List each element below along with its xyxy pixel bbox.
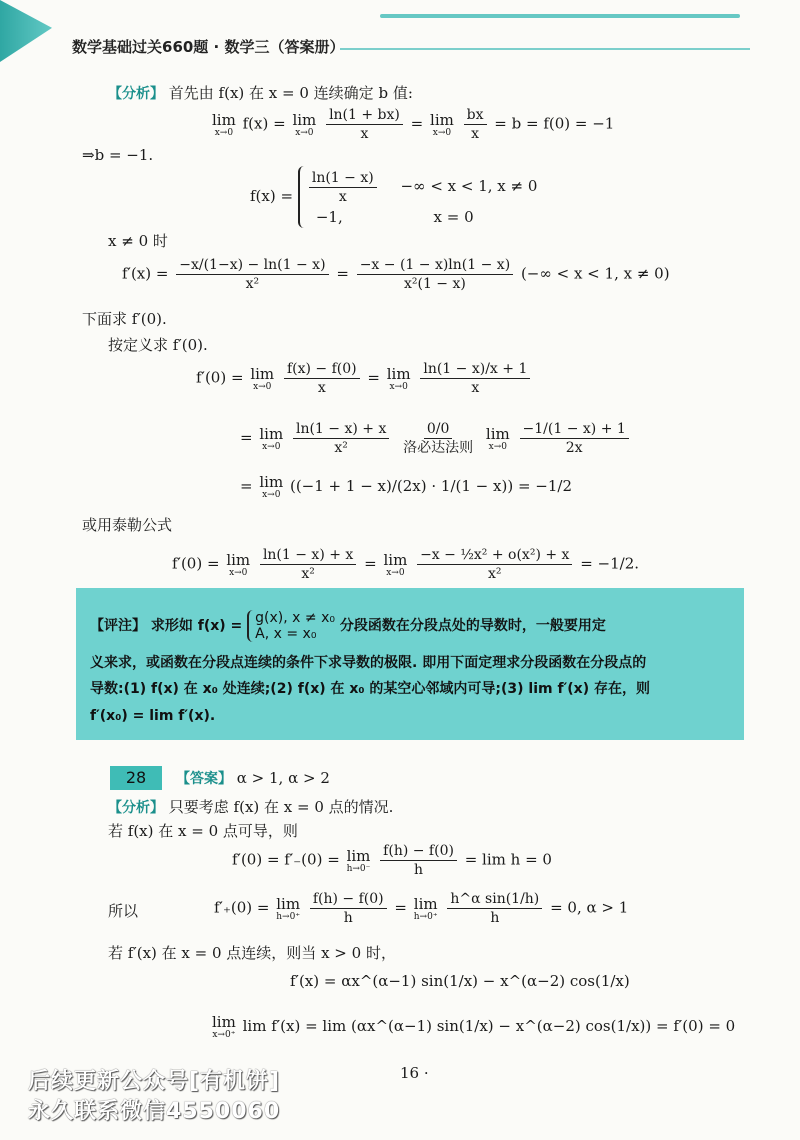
equation-text: f(x) = <box>242 114 286 133</box>
fraction: $\frac{\ln(1 - x) + x}{\text{x²}}$ <box>260 546 356 583</box>
answer-text: α > 1, α > 2 <box>236 769 330 787</box>
header-rule-top <box>380 14 740 18</box>
equation-text: (−1 + 1 − x)/(2x) · 1/(1 − x)) = −1/2 <box>295 477 572 495</box>
question-number-badge: 28 <box>110 766 162 790</box>
limit-operator: lim x→0 <box>383 550 408 578</box>
limit-operator: lim h→0⁺ <box>413 894 438 922</box>
equation-text: f′(0) = <box>196 368 244 387</box>
taylor-equation: f′(0) = lim x→0 $\frac{\ln(1 - x) + x}{\text{x²}}$ = lim x→0 $\frac{\text{−x − ½x² + o(x²) + x}}{\text{x²}}$ = −1/2. <box>172 547 640 582</box>
derivative-formula: f′(x) = αx^(α−1) sin(1/x) − x^(α−2) cos(1/x) <box>290 972 630 990</box>
limit-equation <box>210 1014 735 1040</box>
if-differentiable: 若 f(x) 在 x = 0 点可导，则 <box>108 822 298 840</box>
analysis-tag: 【分析】 <box>108 86 164 102</box>
equation-text: f′₊(0) = <box>214 898 270 917</box>
remark-tag: 【评注】 <box>90 618 146 634</box>
equation-text: f′(0) = f′₋(0) = <box>232 850 340 869</box>
limit-operator: lim x→0 <box>292 110 317 138</box>
by-definition: 按定义求 f′(0). <box>108 336 208 354</box>
fraction: $\frac{\text{−x − ½x² + o(x²) + x}}{\text{x²}}$ <box>417 546 572 583</box>
fraction: $\frac{\ln(1 - x)/x + 1}{x}$ <box>420 360 530 397</box>
below-text: 下面求 f′(0). <box>82 310 167 328</box>
limit-operator: lim x→0 <box>386 364 411 392</box>
piecewise-cases <box>247 610 335 642</box>
piecewise-fx <box>250 166 537 228</box>
equation-text: = lim h = 0 <box>464 850 552 869</box>
fraction: $\frac{bx}{x}$ <box>464 106 487 143</box>
limit-operator: lim x→0 <box>259 424 284 452</box>
case-line: A, x = x₀ <box>255 626 317 642</box>
fraction: $\frac{f(h) - f(0)}{h}$ <box>380 842 457 879</box>
fraction: $\frac{\ln(1 - x)}{x}$ <box>309 169 377 206</box>
piecewise-cases <box>298 166 538 228</box>
limit-operator: lim x→0 <box>430 110 454 138</box>
case-line: g(x), x ≠ x₀ <box>255 610 335 626</box>
page-title: 数学基础过关660题 · 数学三（答案册） <box>72 38 345 56</box>
analysis-line <box>108 82 413 103</box>
fraction: $\frac{-1/(1 - x) + 1}{2x}$ <box>520 420 629 457</box>
derivative-expression: f′(x) = $\frac{-x/(1-x) - \ln(1 - x)}{\text{x²}}$ = $\frac{-x - (1 - x)\ln(1 - x)}{\text{x²(1 − x)}}$ (−∞ < x < 1, x ≠ 0) <box>122 257 670 292</box>
limit-operator: lim x→0 <box>212 110 236 138</box>
fraction: $\frac{\ln(1 - x) + x}{\text{x²}}$ <box>293 420 389 457</box>
analysis-intro: 首先由 f(x) 在 x = 0 连续确定 b 值: <box>168 84 413 102</box>
limit-operator: lim h→0⁺ <box>276 894 301 922</box>
fraction: $\frac{\text{h\textasciicircum{}α sin(1/h)}}{h}$ <box>447 890 542 927</box>
equation-text: f′(x) = <box>122 264 169 283</box>
limit-operator: lim x→0 <box>259 473 284 500</box>
right-derivative-equation: f′₊(0) = lim h→0⁺ $\frac{f(h) - f(0)}{h}$ = lim h→0⁺ $\frac{\text{h\textasciicircum{}α sin(1/h)}}{h}$ = 0, α > 1 <box>214 891 629 926</box>
remark-line4: f′(x₀) = lim f′(x). <box>90 708 216 724</box>
equation-text: f(x) = <box>250 187 294 205</box>
remark-line2: 义来求，或函数在分段点连续的条件下求导数的极限. 即用下面定理求分段函数在分段点的 <box>90 655 647 671</box>
x-neq-0: x ≠ 0 时 <box>108 232 168 250</box>
equation-text: = b = f(0) = −1 <box>494 114 615 133</box>
definition-step3: = lim x→0 ((−1 + 1 − x)/(2x) · 1/(1 − x)) = −1/2 <box>240 473 572 500</box>
definition-step1: f′(0) = lim x→0 $\frac{f(x) - f(0)}{x}$ = lim x→0 $\frac{\ln(1 - x)/x + 1}{x}$ <box>196 360 533 397</box>
page-number: 16 · <box>400 1064 429 1082</box>
header-rule <box>340 48 750 50</box>
case-condition: x = 0 <box>433 208 474 226</box>
header-decoration <box>0 0 52 62</box>
case-condition: −∞ < x < 1, x ≠ 0 <box>400 177 538 195</box>
limit-operator: lim x→0 <box>485 424 510 452</box>
remark-text: 求形如 f(x) = <box>150 618 243 634</box>
fraction: $\frac{\ln(1 + bx)}{x}$ <box>326 106 403 143</box>
equation-text: f′(0) = <box>172 554 220 573</box>
lhopital-marker: $\frac{0/0}{\text{洛必达法则}}$ <box>403 421 474 456</box>
remark-text: 分段函数在分段点处的导数时，一般要用定 <box>339 618 606 634</box>
taylor-intro: 或用泰勒公式 <box>82 516 173 534</box>
limit-operator: lim x→0 <box>226 550 251 578</box>
equation-b: lim x→0 f(x) = lim x→0 $\frac{\ln(1 + bx)}{x}$ = lim x→0 $\frac{bx}{x}$ = b = f(0) = −1 <box>212 107 615 142</box>
equation-text: lim f′(x) = lim (αx^(α−1) sin(1/x) − x^(α−2) cos(1/x)) = f′(0) = 0 <box>242 1017 736 1035</box>
analysis-line <box>108 796 393 817</box>
fraction: $\frac{-x/(1-x) - \ln(1 - x)}{\text{x²}}$ <box>176 256 328 293</box>
equation-text: = 0, α > 1 <box>550 898 629 917</box>
definition-step2: = lim x→0 $\frac{\ln(1 - x) + x}{\text{x²}}$ $\frac{0/0}{\text{洛必达法则}}$ lim x→0 $\frac{-1/(1 - x) + 1}{2x}$ <box>240 420 632 457</box>
fraction: $\frac{-x - (1 - x)\ln(1 - x)}{\text{x²(1 − x)}}$ <box>357 256 513 293</box>
fraction: $\frac{f(h) - f(0)}{h}$ <box>310 890 387 927</box>
domain-text: (−∞ < x < 1, x ≠ 0) <box>520 264 670 283</box>
watermark-line1: 后续更新公众号[有机饼] <box>28 1069 281 1094</box>
left-derivative-equation <box>232 842 552 879</box>
remark-line1 <box>90 610 606 642</box>
fraction: $\frac{f(x) - f(0)}{x}$ <box>284 360 360 397</box>
limit-operator: lim x→0 <box>250 364 275 392</box>
analysis-tag: 【分析】 <box>108 800 164 816</box>
limit-operator: lim x→0⁺ <box>212 1013 236 1040</box>
analysis-text: 只要考虑 f(x) 在 x = 0 点的情况. <box>168 798 394 816</box>
if-continuous: 若 f′(x) 在 x = 0 点连续，则当 x > 0 时， <box>108 944 396 962</box>
remark-line3: 导数:(1) f(x) 在 x₀ 处连续;(2) f(x) 在 x₀ 的某空心邻域内可导;(3) lim f′(x) 存在，则 <box>90 681 650 697</box>
result-b: ⇒b = −1. <box>82 146 154 164</box>
watermark-line2: 永久联系微信4550060 <box>28 1099 281 1124</box>
answer-tag: 【答案】 <box>176 771 232 787</box>
so-label: 所以 <box>108 902 139 920</box>
case-value: −1, <box>315 208 343 226</box>
answer-line <box>176 768 330 788</box>
limit-operator: lim h→0⁻ <box>346 846 371 874</box>
equation-text: = −1/2. <box>580 554 640 573</box>
